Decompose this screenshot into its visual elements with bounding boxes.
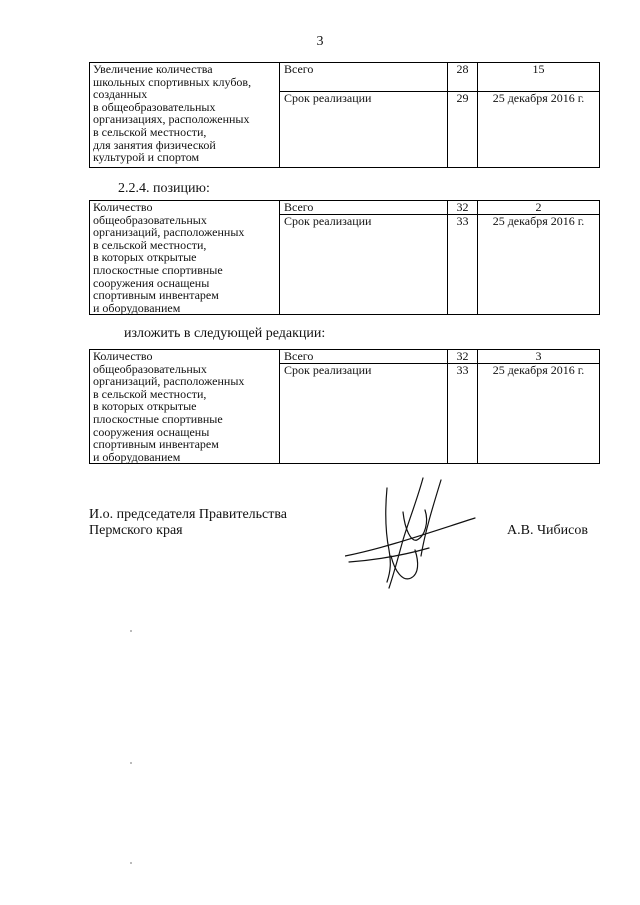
row-value: 15 <box>478 63 600 92</box>
row-label: Срок реализации <box>280 92 448 168</box>
row-code: 29 <box>448 92 478 168</box>
scan-speck <box>130 862 132 864</box>
indicator-description: Увеличение количества школьных спортивных клубов, созданных в общеобразовательных организациях, расположенных в сельской местности, для занятия физической культурой и спортом <box>90 63 280 168</box>
row-label: Всего <box>280 350 448 364</box>
scan-speck <box>130 630 132 632</box>
row-label: Срок реализации <box>280 363 448 464</box>
row-label: Всего <box>280 201 448 215</box>
row-code: 33 <box>448 214 478 315</box>
handwritten-signature <box>345 470 485 595</box>
indicator-table-old <box>89 200 600 315</box>
indicator-description: Количество общеобразовательных организаций, расположенных в сельской местности, в которых открытые плоскостные спортивные сооружения оснащены спортивным инвентарем и оборудованием <box>90 350 280 464</box>
row-value: 3 <box>478 350 600 364</box>
signatory-position: И.о. председателя Правительства Пермского края <box>89 507 288 538</box>
row-code: 32 <box>448 350 478 364</box>
table-row <box>90 350 600 364</box>
row-value: 25 декабря 2016 г. <box>478 92 600 168</box>
paragraph-new-edition: изложить в следующей редакции: <box>124 326 326 341</box>
row-value: 2 <box>478 201 600 215</box>
indicator-table-new <box>89 349 600 464</box>
row-label: Срок реализации <box>280 214 448 315</box>
table-row <box>90 201 600 215</box>
row-label: Всего <box>280 63 448 92</box>
row-value: 25 декабря 2016 г. <box>478 363 600 464</box>
paragraph-position-ref: 2.2.4. позицию: <box>118 181 210 196</box>
table-row <box>90 63 600 92</box>
row-value: 25 декабря 2016 г. <box>478 214 600 315</box>
indicator-description: Количество общеобразовательных организаций, расположенных в сельской местности, в которых открытые плоскостные спортивные сооружения оснащены спортивным инвентарем и оборудованием <box>90 201 280 315</box>
row-code: 33 <box>448 363 478 464</box>
row-code: 32 <box>448 201 478 215</box>
page-number: 3 <box>316 34 324 49</box>
scan-speck <box>130 762 132 764</box>
row-code: 28 <box>448 63 478 92</box>
signatory-name: А.В. Чибисов <box>507 523 588 538</box>
indicator-table-school-clubs <box>89 62 600 168</box>
